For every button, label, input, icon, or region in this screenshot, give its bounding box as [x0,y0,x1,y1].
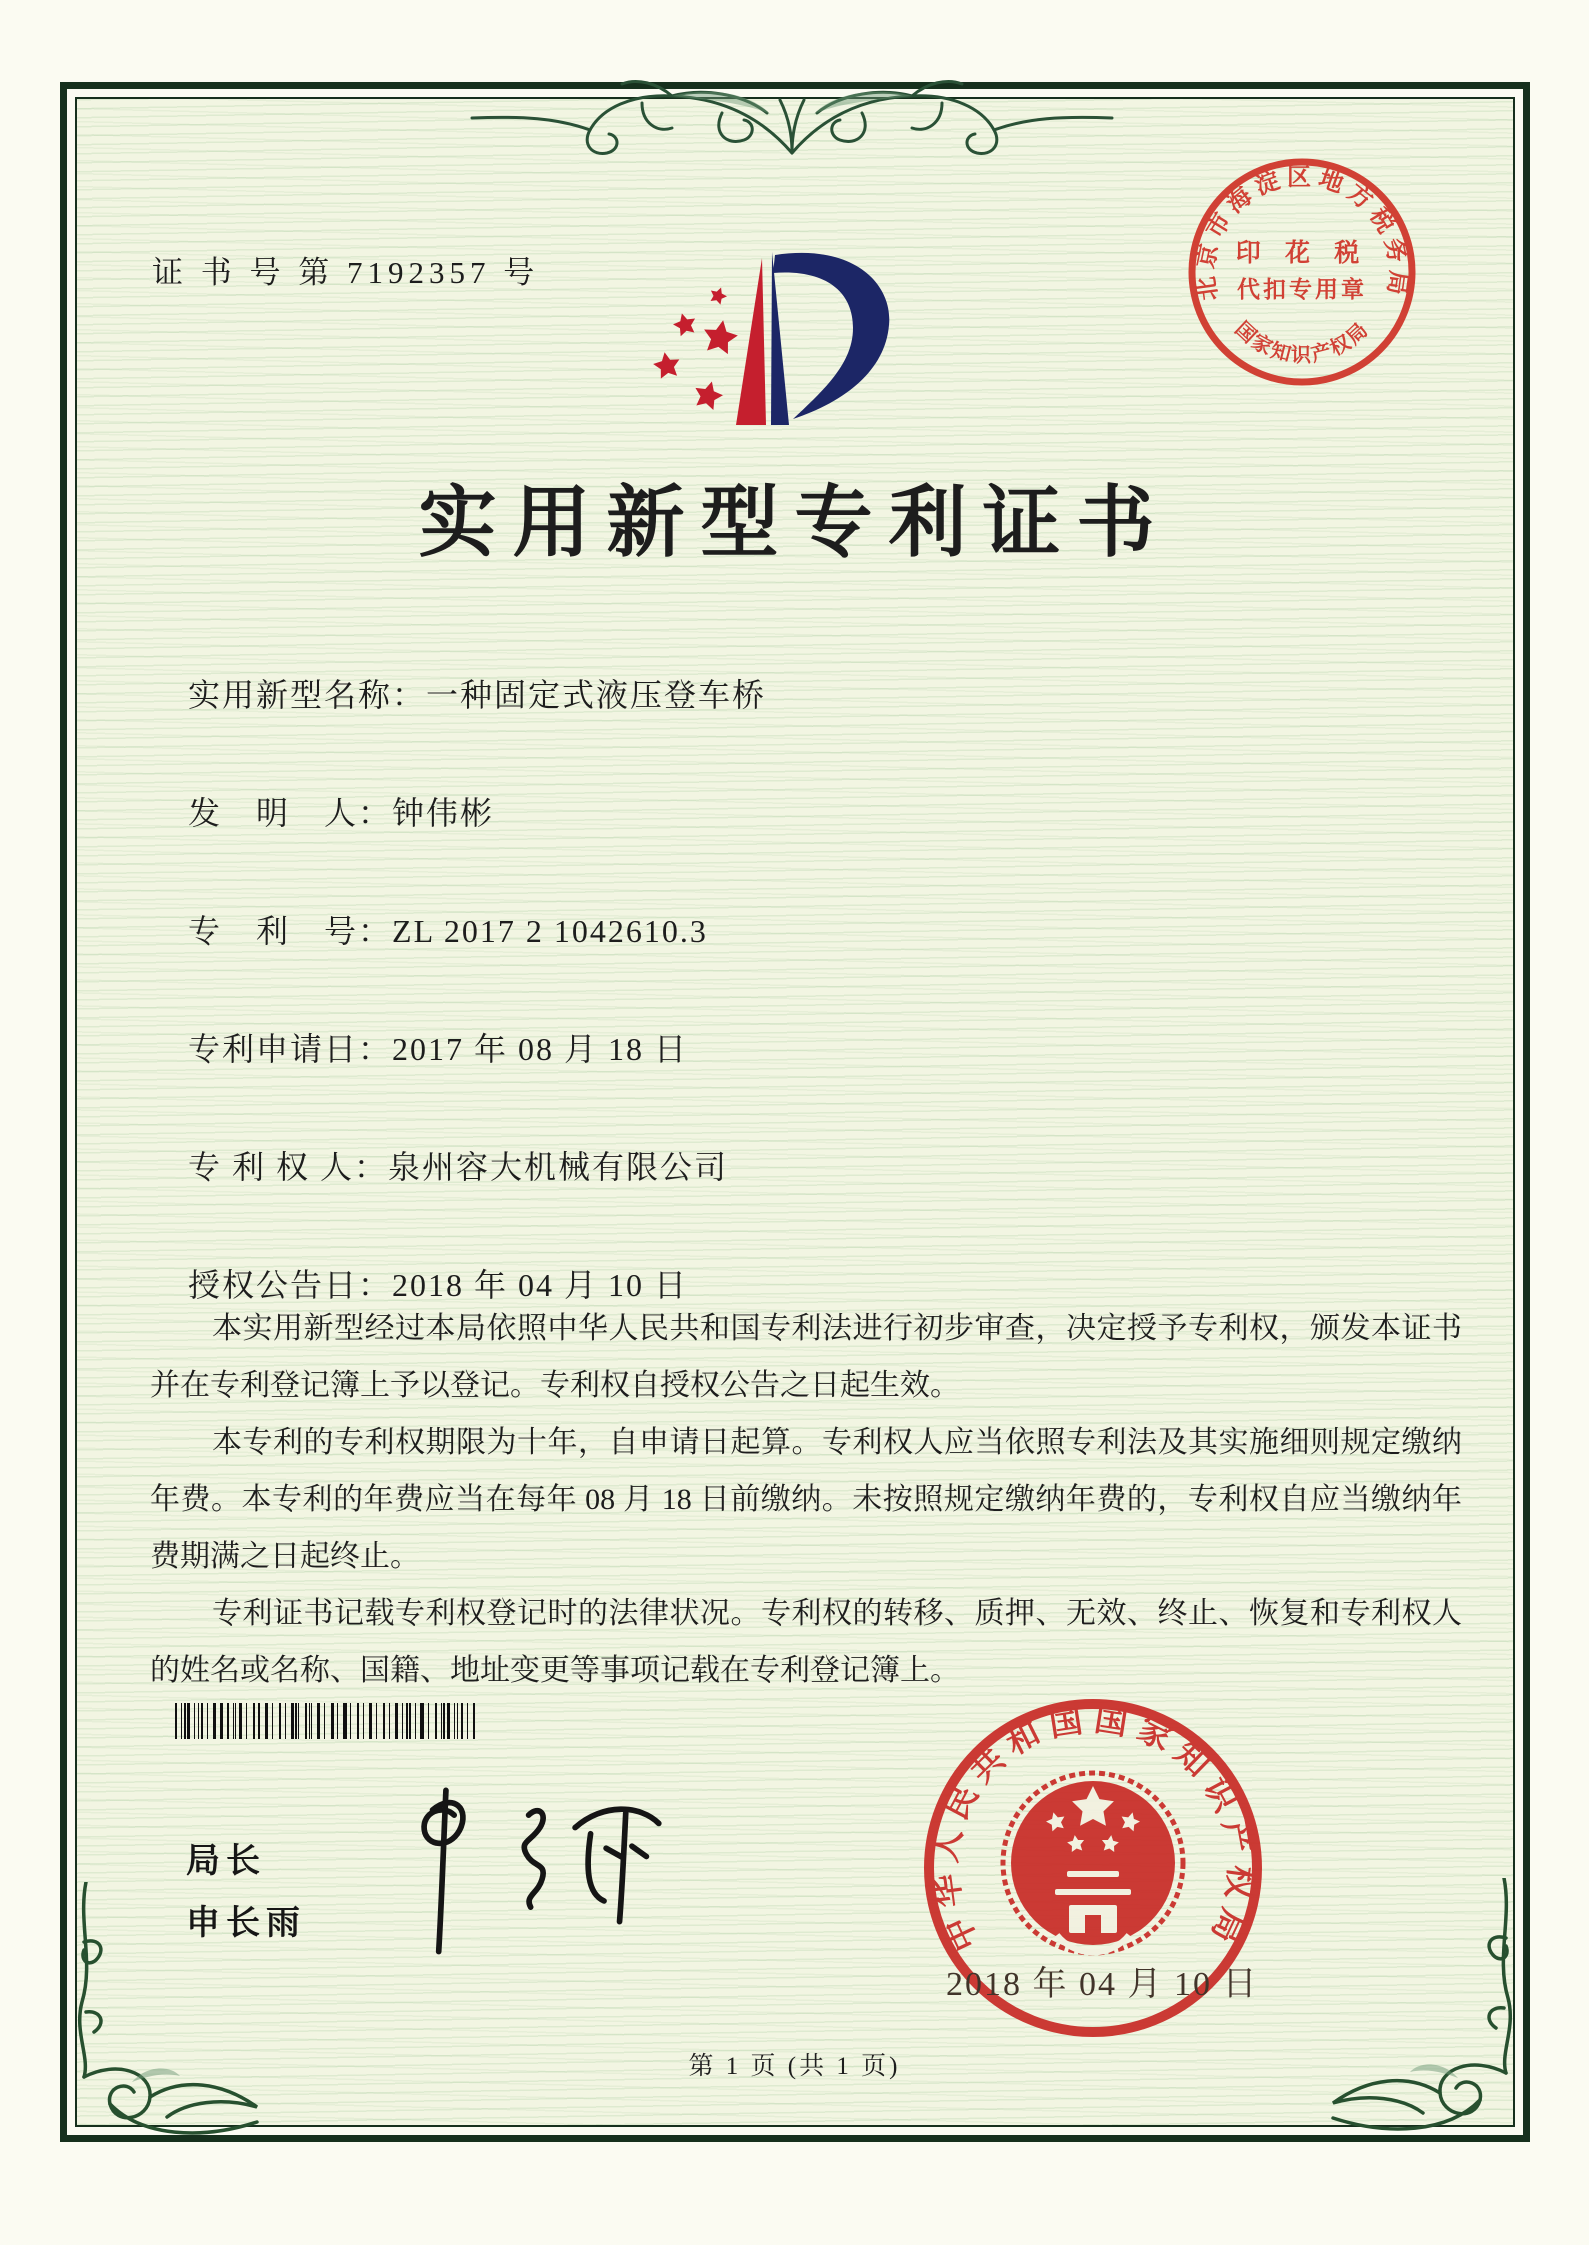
field-utility-model-name [188,670,766,716]
field-value: ZL 2017 2 1042610.3 [392,913,708,949]
stamp-tax-seal [1185,155,1419,389]
field-label: 实用新型名称： [188,677,427,713]
legal-paragraph: 专利证书记载专利权登记时的法律状况。专利权的转移、质押、无效、终止、恢复和专利权人的姓名或名称、国籍、地址变更等事项记载在专利登记簿上。 [150,1597,1462,1687]
director-name: 申长雨 [186,1904,306,1942]
field-patent-number [188,906,708,952]
certificate-number: 证 书 号 第 7192357 号 [152,255,540,290]
field-label: 专 利 号： [188,913,393,949]
director-block [186,1830,306,1954]
director-signature [355,1782,665,1962]
field-value: 2017 年 08 月 18 日 [392,1031,689,1067]
field-label: 发 明 人： [188,795,393,831]
legal-paragraph: 本实用新型经过本局依照中华人民共和国专利法进行初步审查，决定授予专利权，颁发本证书并在专利登记簿上予以登记。专利权自授权公告之日起生效。 [150,1312,1462,1402]
tax-seal-line2: 代扣专用章 [1237,277,1367,302]
director-title: 局长 [186,1842,266,1880]
field-label: 授权公告日： [188,1267,393,1303]
page-number: 第 1 页 (共 1 页) [688,2053,901,2080]
field-label: 专 利 权 人： [188,1149,389,1185]
tax-seal-arc-top: 北京市海淀区地方税务局 [1192,164,1412,303]
tax-seal-arc-bottom: 国家知识产权局 [1230,317,1374,367]
svg-text:国家知识产权局 [1230,317,1373,366]
national-emblem [1003,1773,1183,1953]
cnipa-seal-arc: 中华人民共和国国家知识产权局 [927,1702,1259,1957]
field-patentee [188,1142,728,1188]
legal-text [150,1300,1462,1699]
certificate-title: 实用新型专利证书 [418,479,1171,566]
tax-seal-line1: 印 花 税 [1235,240,1369,267]
seal-date: 2018 年 04 月 10 日 [946,1966,1259,2003]
field-label: 专利申请日： [188,1031,393,1067]
field-value: 泉州容大机械有限公司 [388,1149,729,1185]
field-value: 一种固定式液压登车桥 [426,677,767,713]
barcode [175,1703,475,1739]
field-filing-date [188,1024,688,1070]
field-value: 2018 年 04 月 10 日 [392,1267,689,1303]
field-value: 钟伟彬 [392,795,495,831]
field-inventor [188,788,494,834]
legal-paragraph: 本专利的专利权期限为十年，自申请日起算。专利权人应当依照专利法及其实施细则规定缴纳年费。本专利的年费应当在每年 08 月 18 日前缴纳。未按照规定缴纳年费的，专利权自应当缴纳年费期满之日起终止。 [150,1426,1462,1573]
cnipa-logo [645,233,965,448]
